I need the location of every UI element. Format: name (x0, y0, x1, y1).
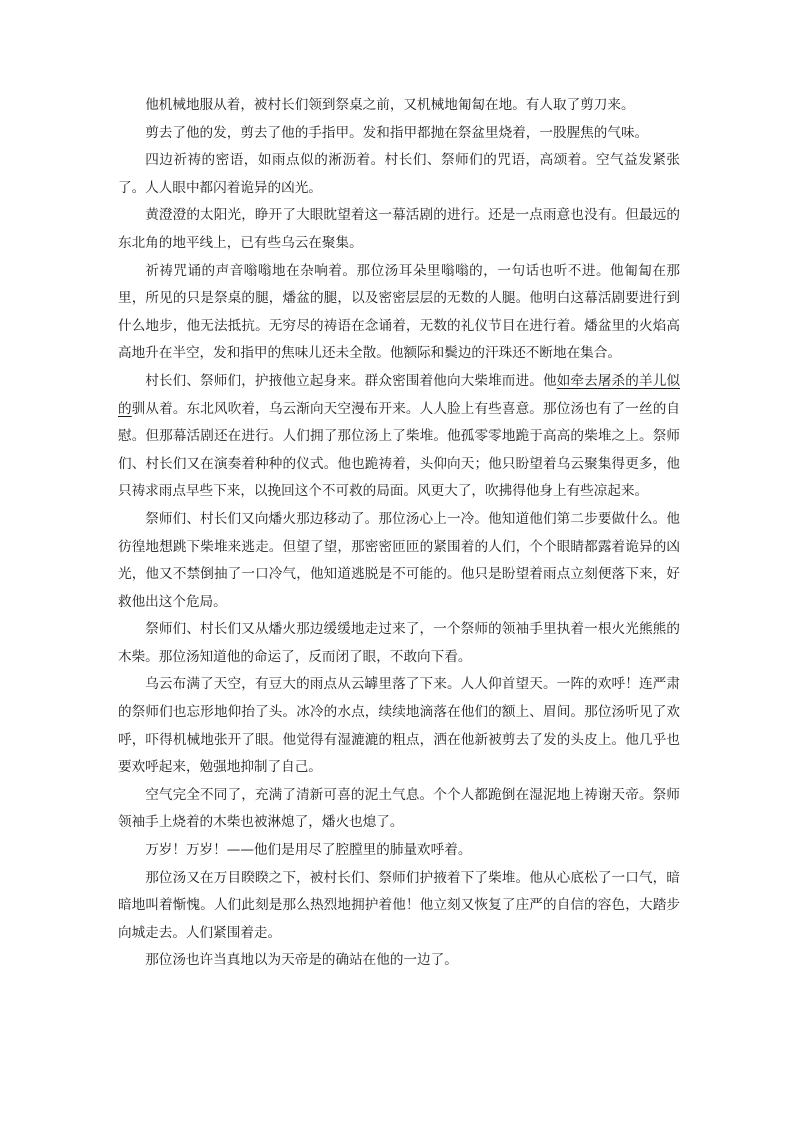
paragraph-3: 四边祈祷的密语，如雨点似的淅沥着。村长们、祭师们的咒语，高颂着。空气益发紧张了。人人眼中都闪着诡异的凶光。 (118, 152, 680, 196)
paragraph-7: 祭师们、村长们又向燔火那边移动了。那位汤心上一冷。他知道他们第二步要做什么。他彷徨地想跳下柴堆来逃走。但望了望，那密密匝匝的紧围着的人们，个个眼睛都露着诡异的凶光，他又不禁倒抽了一口冷气，他知道逃脱是不可能的。他只是盼望着雨点立刻便落下来，好救他出这个危局。 (118, 510, 680, 610)
paragraph-6 (118, 368, 680, 506)
paragraph-12: 那位汤又在万目睽睽之下，被村长们、祭师们护掖着下了柴堆。他从心底松了一口气，暗暗地叫着惭愧。人们此刻是那么热烈地拥护着他！他立刻又恢复了庄严的自信的容色，大踏步向城走去。人们紧围着走。 (118, 869, 680, 941)
paragraph-2: 剪去了他的发，剪去了他的手指甲。发和指甲都抛在祭盆里烧着，一股腥焦的气味。 (145, 124, 649, 141)
paragraph-5: 祈祷咒诵的声音嗡嗡地在杂响着。那位汤耳朵里嗡嗡的，一句话也听不进。他匍匐在那里，所见的只是祭桌的腿，燔盆的腿，以及密密层层的无数的人腿。他明白这幕活剧要进行到什么地步，他无法抵抗。无穷尽的祷语在念诵着，无数的礼仪节目在进行着。燔盆里的火焰高高地升在半空，发和指甲的焦味儿还未全散。他额际和鬓边的汗珠还不断地在集合。 (118, 262, 680, 362)
paragraph-8: 祭师们、村长们又从燔火那边缓缓地走过来了，一个祭师的领袖手里执着一根火光熊熊的木柴。那位汤知道他的命运了，反而闭了眼，不敢向下看。 (118, 621, 680, 665)
paragraph-6-post: 驯从着。东北风吹着，乌云渐向天空漫布开来。人人脸上有些喜意。那位汤也有了一丝的自慰。但那幕活剧还在进行。人们拥了那位汤上了柴堆。他孤零零地跪于高高的柴堆之上。祭师们、村长们又在演奏着种种的仪式。他也跪祷着，头仰向天；他只盼望着乌云聚集得更多，他只祷求雨点早些下来，以挽回这个不可救的局面。风更大了，吹拂得他身上有些凉起来。 (118, 400, 681, 500)
paragraph-9: 乌云布满了天空，有豆大的雨点从云罅里落了下来。人人仰首望天。一阵的欢呼！连严肃的祭师们也忘形地仰抬了头。冰冷的水点，续续地滴落在他们的额上、眉间。那位汤听见了欢呼，吓得机械地张开了眼。他觉得有湿漉漉的粗点，洒在他新被剪去了发的头皮上。他几乎也要欢呼起来，勉强地抑制了自己。 (118, 676, 680, 776)
paragraph-6-pre: 村长们、祭师们，护掖他立起身来。群众密围着他向大柴堆而进。他 (145, 372, 557, 389)
paragraph-1: 他机械地服从着，被村长们领到祭桌之前，又机械地匍匐在地。有人取了剪刀来。 (145, 97, 635, 113)
paragraph-4: 黄澄澄的太阳光，睁开了大眼眈望着这一幕活剧的进行。还是一点雨意也没有。但最远的东北角的地平线上，已有些乌云在聚集。 (118, 207, 680, 251)
paragraph-11: 万岁！万岁！——他们是用尽了腔膛里的肺量欢呼着。 (145, 842, 472, 859)
underlined-simile: 如牵去屠杀的羊儿似的 (118, 372, 681, 417)
document-body (118, 92, 680, 975)
paragraph-13: 那位汤也许当真地以为天帝是的确站在他的一边了。 (145, 952, 458, 969)
paragraph-10: 空气完全不同了，充满了清新可喜的泥土气息。个个人都跪倒在湿泥地上祷谢天帝。祭师领袖手上烧着的木柴也被淋熄了，燔火也熄了。 (118, 786, 680, 831)
